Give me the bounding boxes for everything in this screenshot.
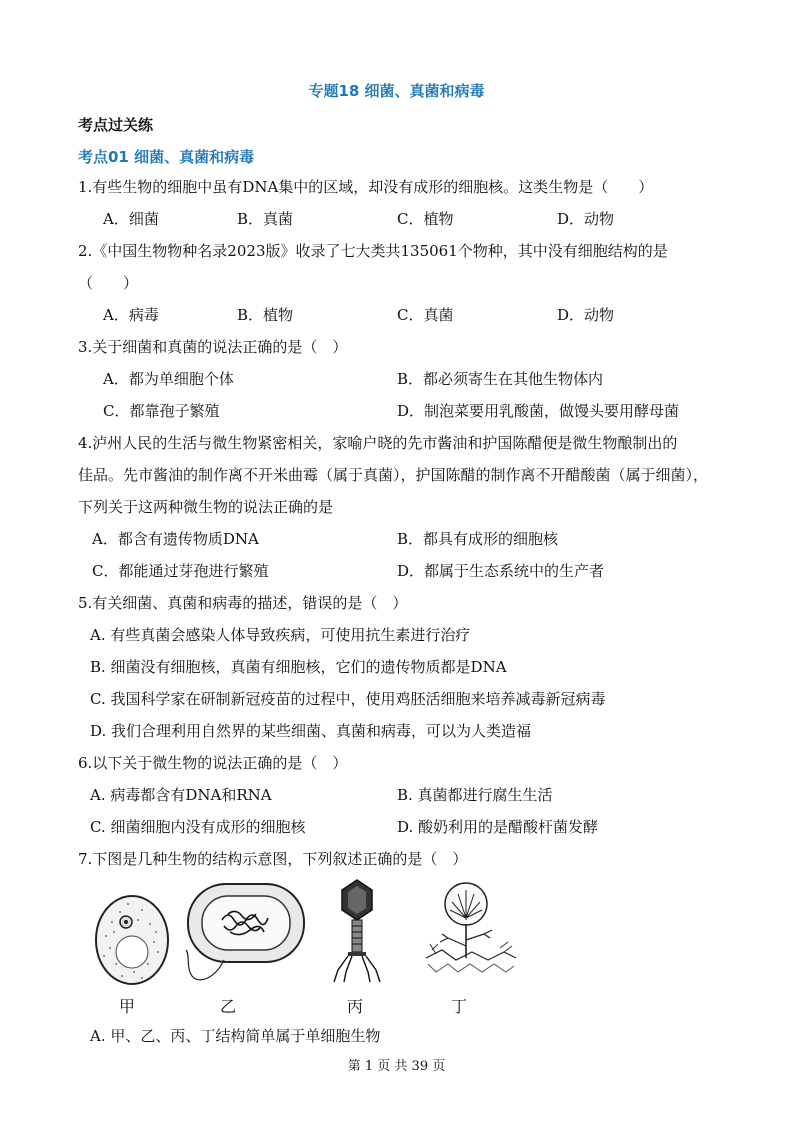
q6-option-a: A. 病毒都含有DNA和RNA — [90, 786, 272, 804]
q5-option-a: A. 有些真菌会感染人体导致疾病，可使用抗生素进行治疗 — [90, 626, 471, 644]
q2-option-c: C．真菌 — [397, 306, 454, 324]
q6-option-d: D. 酸奶利用的是醋酸杆菌发酵 — [397, 818, 599, 836]
mold-illustration — [422, 880, 518, 976]
q1-option-c: C．植物 — [397, 210, 454, 228]
q3-option-b: B．都必须寄生在其他生物体内 — [397, 370, 604, 388]
question-6-stem: 6.以下关于微生物的说法正确的是（ ） — [78, 754, 348, 772]
q1-option-d: D．动物 — [557, 210, 615, 228]
question-1-stem: 1.有些生物的细胞中虽有DNA集中的区域，却没有成形的细胞核。这类生物是（ ） — [78, 178, 654, 196]
question-4-stem-line3: 下列关于这两种微生物的说法正确的是 — [78, 498, 334, 516]
q1-option-b: B．真菌 — [237, 210, 294, 228]
question-7-stem: 7.下图是几种生物的结构示意图，下列叙述正确的是（ ） — [78, 850, 468, 868]
q5-option-c: C. 我国科学家在研制新冠疫苗的过程中，使用鸡胚活细胞来培养减毒新冠病毒 — [90, 690, 606, 708]
question-2-stem-line1: 2.《中国生物物种名录2023版》收录了七大类共135061个物种，其中没有细胞结构的是 — [78, 242, 668, 260]
q3-option-d: D．制泡菜要用乳酸菌，做馒头要用酵母菌 — [397, 402, 680, 420]
question-4-stem-line1: 4.泸州人民的生活与微生物紧密相关，家喻户晓的先市酱油和护国陈醋便是微生物酿制出的 — [78, 434, 678, 452]
page-title: 专题18 细菌、真菌和病毒 — [308, 82, 485, 100]
figure-label-jia: 甲 — [119, 997, 136, 1016]
bacteriophage-illustration — [332, 878, 382, 984]
yeast-cell-illustration — [92, 892, 172, 988]
q1-option-a: A．细菌 — [103, 210, 159, 228]
q2-option-a: A．病毒 — [103, 306, 159, 324]
bacterium-illustration — [184, 880, 308, 990]
q7-option-a: A. 甲、乙、丙、丁结构简单属于单细胞生物 — [90, 1027, 381, 1045]
figure-label-ding: 丁 — [451, 997, 468, 1016]
figure-label-bing: 丙 — [347, 997, 364, 1016]
question-5-stem: 5.有关细菌、真菌和病毒的描述，错误的是（ ） — [78, 594, 408, 612]
q2-option-d: D．动物 — [557, 306, 615, 324]
q3-option-a: A．都为单细胞个体 — [103, 370, 234, 388]
figure-label-yi: 乙 — [220, 997, 237, 1016]
question-4-stem-line2: 佳品。先市酱油的制作离不开米曲霉（属于真菌），护国陈醋的制作离不开醋酸菌（属于细菌）， — [78, 466, 709, 484]
q4-option-c: C．都能通过芽孢进行繁殖 — [92, 562, 269, 580]
q4-option-b: B．都具有成形的细胞核 — [397, 530, 559, 548]
q6-option-b: B. 真菌都进行腐生生活 — [397, 786, 553, 804]
question-2-stem-line2: （ ） — [78, 274, 139, 292]
q5-option-d: D. 我们合理利用自然界的某些细菌、真菌和病毒，可以为人类造福 — [90, 722, 532, 740]
q2-option-b: B．植物 — [237, 306, 294, 324]
q3-option-c: C．都靠孢子繁殖 — [103, 402, 220, 420]
q5-option-b: B. 细菌没有细胞核，真菌有细胞核，它们的遗传物质都是DNA — [90, 658, 507, 676]
page-footer: 第 1 页 共 39 页 — [347, 1059, 446, 1074]
question-3-stem: 3.关于细菌和真菌的说法正确的是（ ） — [78, 338, 348, 356]
q6-option-c: C. 细菌细胞内没有成形的细胞核 — [90, 818, 306, 836]
q4-option-d: D．都属于生态系统中的生产者 — [397, 562, 605, 580]
q4-option-a: A．都含有遗传物质DNA — [92, 530, 259, 548]
subsection-heading: 考点01 细菌、真菌和病毒 — [78, 148, 255, 166]
section-heading: 考点过关练 — [78, 116, 154, 134]
